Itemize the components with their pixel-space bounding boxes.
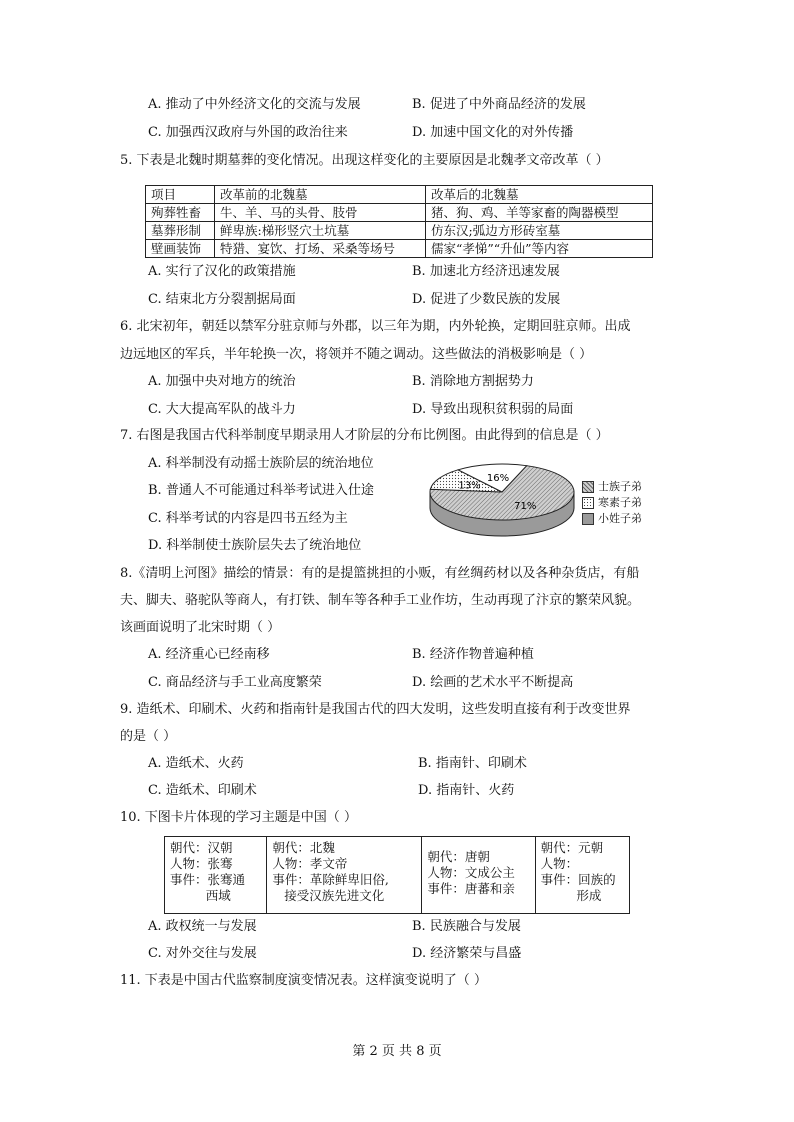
- table-cell: 仿东汉;弧边方形砖室墓: [426, 222, 653, 240]
- card-line: 朝代：汉朝: [170, 840, 233, 855]
- table-cell: 殉葬牲畜: [146, 204, 215, 222]
- q4-option-d: D. 加速中国文化的对外传播: [412, 125, 574, 140]
- card-line: 朝代：元朝: [540, 840, 604, 855]
- q5-stem: 5. 下表是北魏时期墓葬的变化情况。出现这样变化的主要原因是北魏孝文帝改革（ ）: [120, 153, 609, 168]
- legend-item-xiaoxing: [582, 510, 642, 526]
- q6-option-a: A. 加强中央对地方的统治: [148, 374, 296, 389]
- q10-option-c: C. 对外交往与发展: [148, 946, 257, 961]
- q9-stem-line1: 9. 造纸术、印刷术、火药和指南针是我国古代的四大发明，这些发明直接有利于改变世界: [120, 702, 631, 717]
- q5-table: [145, 185, 653, 258]
- card-line: 朝代：北魏: [272, 840, 335, 855]
- card-line: 人物：: [540, 856, 579, 871]
- q5-option-a: A. 实行了汉化的政策措施: [148, 264, 296, 279]
- q7-option-b: B. 普通人不可能通过科举考试进入仕途: [148, 483, 374, 498]
- q8-stem-line3: 该画面说明了北宋时期（ ）: [120, 620, 281, 635]
- q4-option-a: A. 推动了中外经济文化的交流与发展: [148, 97, 361, 112]
- table-header-row: [146, 186, 653, 204]
- card-line: 事件：张骞通: [170, 872, 246, 887]
- q10-option-a: A. 政权统一与发展: [148, 919, 257, 934]
- table-header-cell: 项目: [146, 186, 215, 204]
- legend-label: 小姓子弟: [598, 512, 642, 525]
- card-line: 西域: [170, 888, 231, 903]
- card-cell-yuan: [536, 837, 629, 913]
- table-cell: 牛、羊、马的头骨、肢骨: [215, 204, 426, 222]
- pie-label-shizu: 71%: [514, 501, 537, 512]
- q5-option-b: B. 加速北方经济迅速发展: [412, 264, 560, 279]
- legend-swatch: [582, 497, 594, 509]
- table-header-cell: 改革后的北魏墓: [426, 186, 653, 204]
- q9-stem-line2: 的是（ ）: [120, 729, 177, 744]
- q7-option-c: C. 科举考试的内容是四书五经为主: [148, 511, 348, 526]
- q10-option-b: B. 民族融合与发展: [412, 919, 521, 934]
- pie-label-hansu: 13%: [458, 480, 481, 492]
- pie-label-xiaoxing: 16%: [486, 472, 510, 484]
- q9-option-a: A. 造纸术、火药: [148, 756, 244, 771]
- q9-option-c: C. 造纸术、印刷术: [148, 783, 257, 798]
- table-row: [146, 204, 653, 222]
- pie-chart: [424, 462, 584, 542]
- q8-stem-line2: 夫、脚夫、骆驼队等商人，有打铁、制车等各种手工业作坊，生动再现了汴京的繁荣风貌。: [120, 593, 641, 608]
- card-cell-beiwei: [267, 837, 422, 913]
- table-header-cell: 改革前的北魏墓: [215, 186, 426, 204]
- table-cell: 猪、狗、鸡、羊等家畜的陶器模型: [426, 204, 653, 222]
- card-cell-han: [165, 837, 267, 913]
- q6-stem-line1: 6. 北宋初年，朝廷以禁军分驻京师与外郡，以三年为期，内外轮换，定期回驻京师。出成: [120, 319, 631, 334]
- q7-option-a: A. 科举制没有动摇士族阶层的统治地位: [148, 456, 374, 471]
- q5-option-c: C. 结束北方分裂割据局面: [148, 292, 296, 307]
- q4-option-b: B. 促进了中外商品经济的发展: [412, 97, 586, 112]
- card-line: 事件：革除鲜卑旧俗,: [272, 872, 389, 887]
- q6-option-d: D. 导致出现积贫积弱的局面: [412, 402, 574, 417]
- q6-option-c: C. 大大提高军队的战斗力: [148, 402, 296, 417]
- legend-item-shizu: [582, 478, 642, 494]
- q8-option-c: C. 商品经济与手工业高度繁荣: [148, 675, 322, 690]
- q7-stem: 7. 右图是我国古代科举制度早期录用人才阶层的分布比例图。由此得到的信息是（ ）: [120, 428, 609, 443]
- card-line: 人物：文成公主: [427, 865, 515, 880]
- legend-item-hansu: [582, 494, 642, 510]
- card-line: 人物：张骞: [170, 856, 233, 871]
- card-line: 人物：孝文帝: [272, 856, 348, 871]
- card-line: 事件：回族的: [540, 872, 616, 887]
- legend-label: 寒素子弟: [598, 496, 642, 509]
- table-row: [146, 222, 653, 240]
- q8-option-b: B. 经济作物普遍种植: [412, 647, 534, 662]
- legend-swatch: [582, 481, 594, 493]
- q10-option-d: D. 经济繁荣与昌盛: [412, 946, 522, 961]
- card-line: 形成: [540, 888, 602, 903]
- table-row: [146, 240, 653, 258]
- card-cell-tang: [422, 837, 535, 913]
- table-cell: 儒家“孝悌”“升仙”等内容: [426, 240, 653, 258]
- card-line: 接受汉族先进文化: [272, 888, 385, 903]
- q9-option-b: B. 指南针、印刷术: [418, 756, 527, 771]
- card-line: 事件：唐蕃和亲: [427, 881, 515, 896]
- card-line: 朝代：唐朝: [427, 849, 490, 864]
- q10-card: [164, 836, 630, 914]
- table-cell: 特猎、宴饮、打场、采桑等场号: [215, 240, 426, 258]
- q11-stem: 11. 下表是中国古代监察制度演变情况表。这样演变说明了（ ）: [120, 973, 487, 988]
- page-footer: 第 2 页 共 8 页: [352, 1044, 442, 1059]
- legend-label: 士族子弟: [598, 480, 642, 493]
- q6-option-b: B. 消除地方割据势力: [412, 374, 534, 389]
- table-cell: 墓葬形制: [146, 222, 215, 240]
- q8-stem-line1: 8.《清明上河图》描绘的情景：有的是提篮挑担的小贩，有丝绸药材以及各种杂货店，有船: [120, 566, 640, 581]
- q6-stem-line2: 边远地区的军兵，半年轮换一次，将领并不随之调动。这些做法的消极影响是（ ）: [120, 347, 593, 362]
- q7-option-d: D. 科举制使士族阶层失去了统治地位: [148, 538, 362, 553]
- q10-stem: 10. 下图卡片体现的学习主题是中国（ ）: [120, 810, 357, 825]
- q9-option-d: D. 指南针、火药: [418, 783, 515, 798]
- q8-option-a: A. 经济重心已经南移: [148, 647, 270, 662]
- q8-option-d: D. 绘画的艺术水平不断提高: [412, 675, 574, 690]
- legend-swatch: [582, 513, 594, 525]
- q5-option-d: D. 促进了少数民族的发展: [412, 292, 561, 307]
- table-cell: 鲜卑族:梯形竖穴土坑墓: [215, 222, 426, 240]
- table-cell: 壁画装饰: [146, 240, 215, 258]
- q4-option-c: C. 加强西汉政府与外国的政治往来: [148, 125, 348, 140]
